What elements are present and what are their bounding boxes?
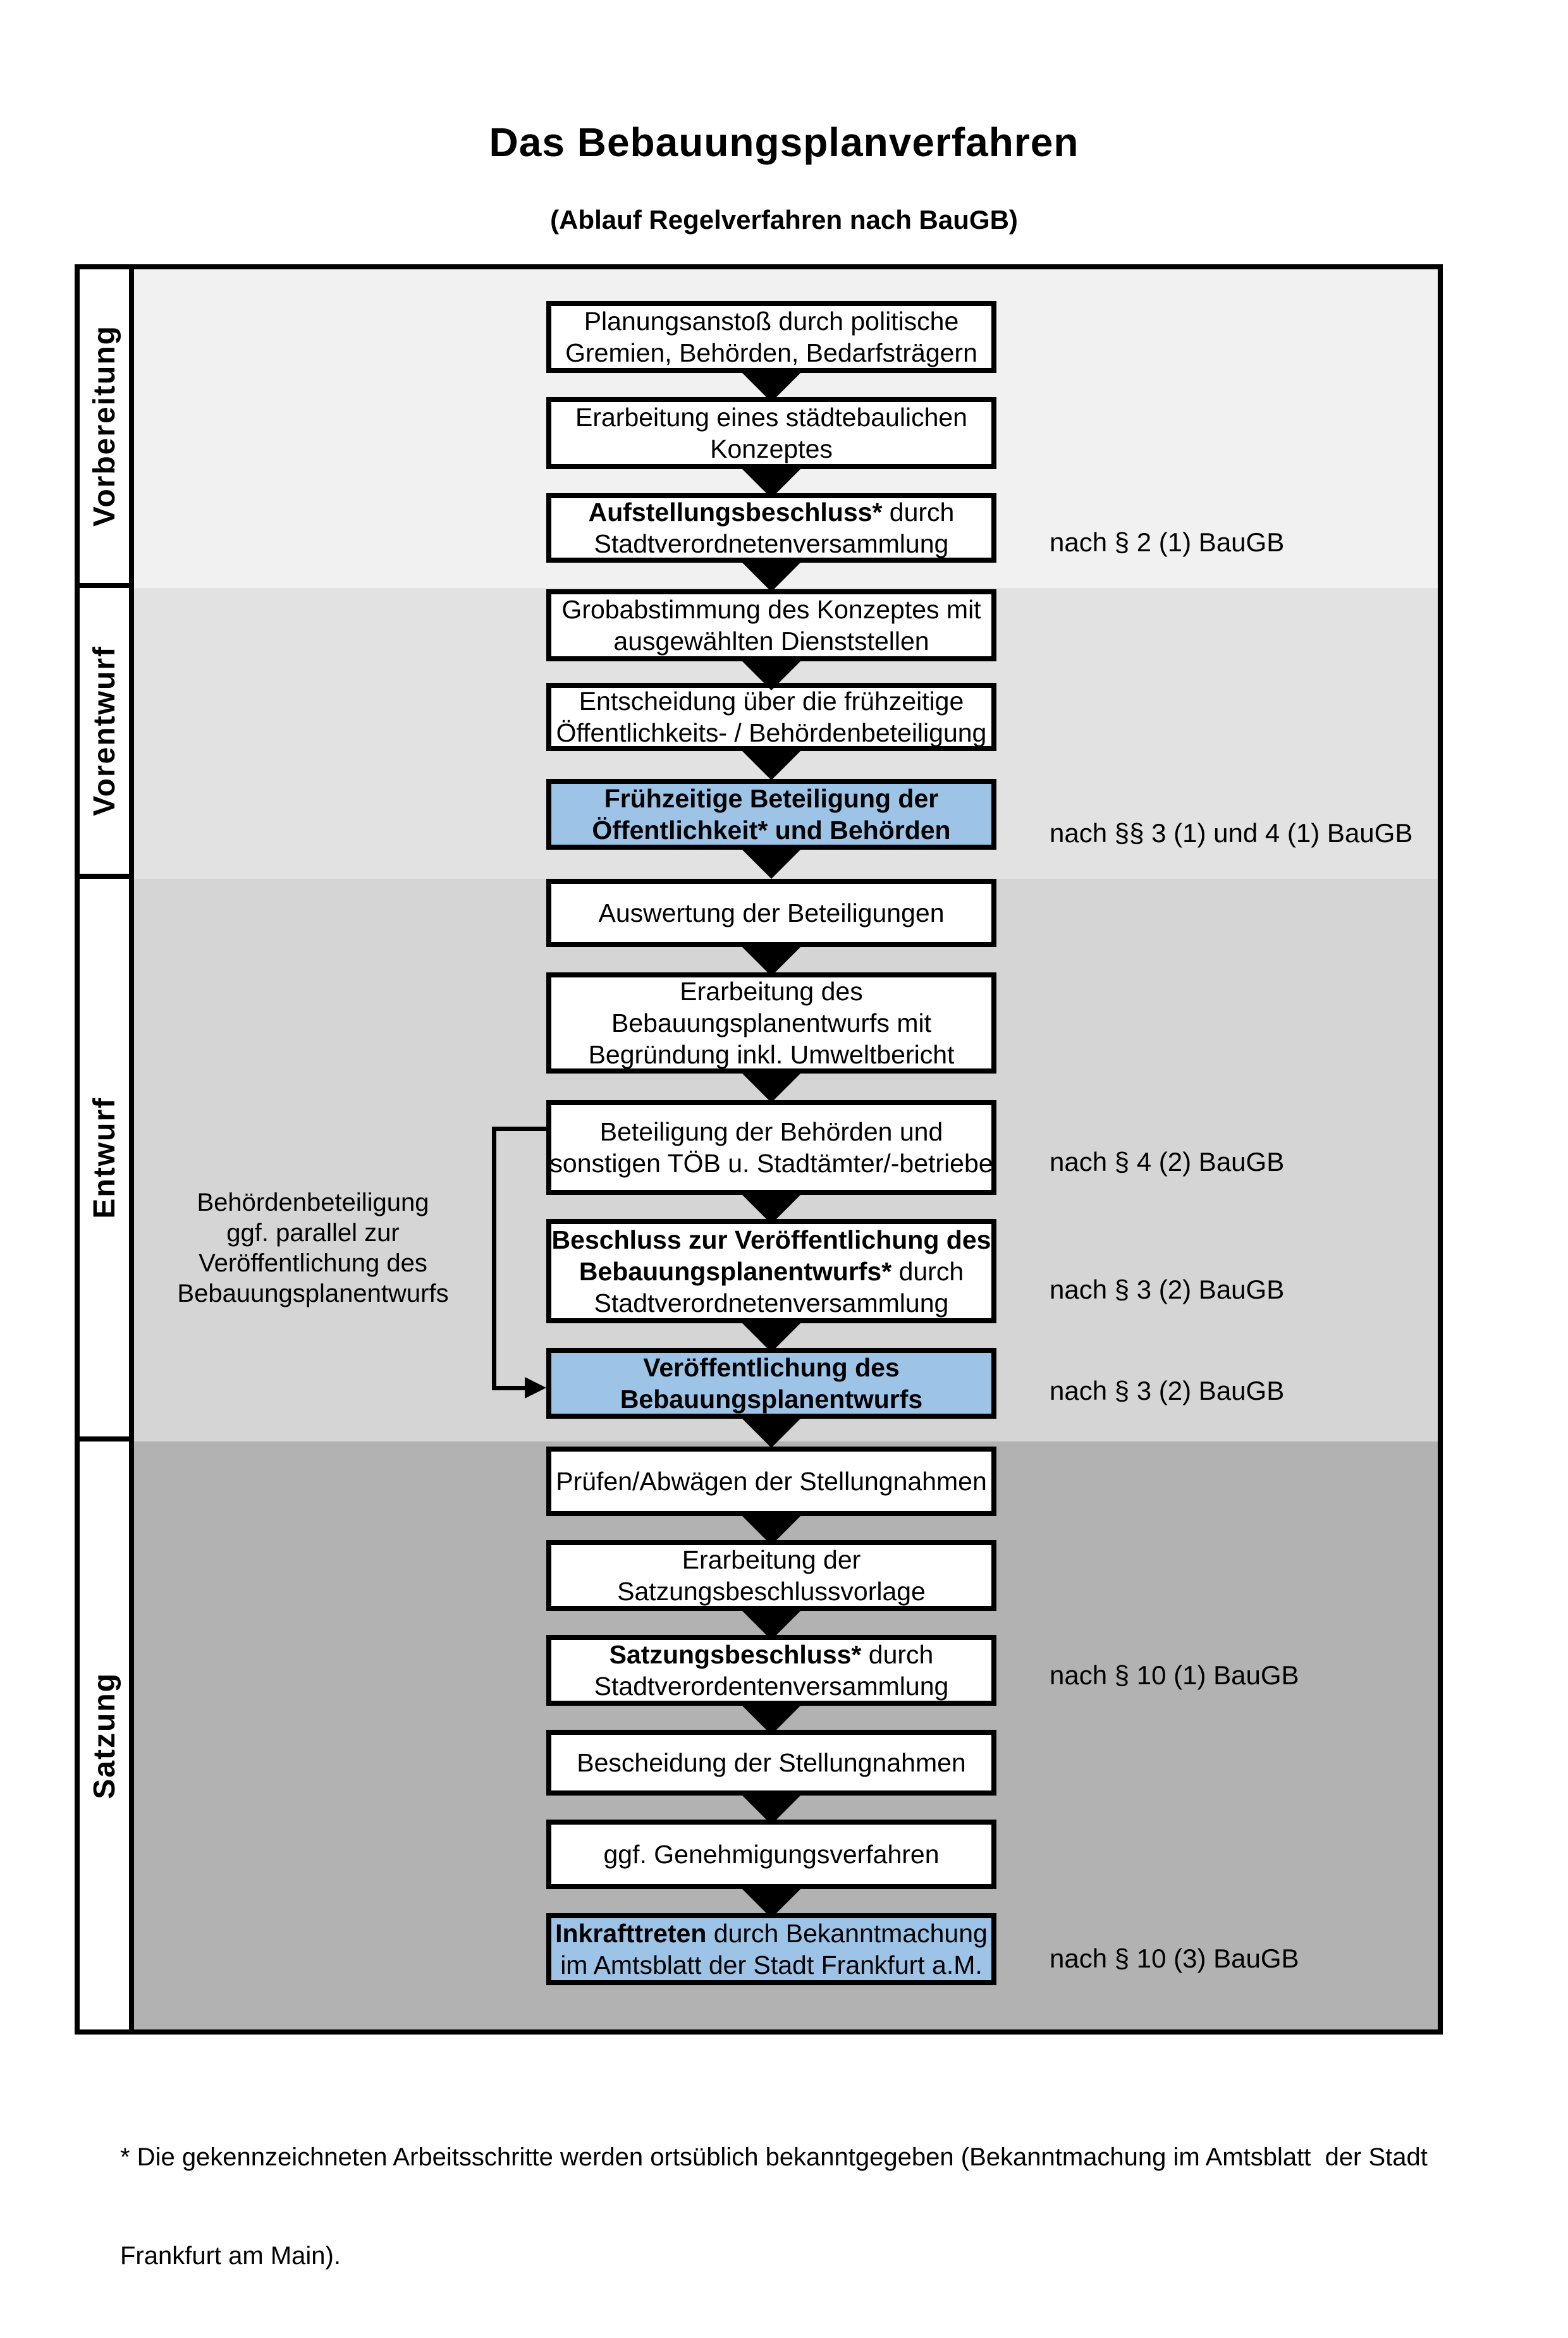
- side-note-line: ggf. parallel zur: [226, 1219, 400, 1247]
- process-box-line: Stadtverordnetenversammlung: [594, 1288, 949, 1318]
- process-box-planungsanstoss: [546, 301, 996, 373]
- process-box-line: Planungsanstoß durch politische: [584, 307, 959, 336]
- process-box-aufstellungsbeschluss: [546, 493, 996, 563]
- process-box-satzungsbeschluss: [546, 1635, 996, 1706]
- phase-label-satzung: [75, 1436, 134, 2035]
- process-box-line: Aufstellungsbeschluss* durch: [588, 498, 955, 527]
- law-reference: nach § 3 (2) BauGB: [1050, 1275, 1285, 1304]
- process-box-grobabstimmung: [546, 589, 996, 661]
- phase-label-vorentwurf: [75, 583, 134, 879]
- law-reference: nach § 2 (1) BauGB: [1050, 527, 1285, 557]
- flow-arrow-down-icon: [742, 1195, 800, 1224]
- flow-arrow-down-icon: [742, 1796, 800, 1825]
- phase-label-text: Satzung: [87, 1672, 121, 1799]
- page-subtitle: (Ablauf Regelverfahren nach BauGB): [550, 205, 1018, 235]
- process-box-line: Beschluss zur Veröffentlichung des: [551, 1225, 991, 1254]
- process-box-staedtebauliches-konzept: [546, 397, 996, 469]
- side-note-line: Behördenbeteiligung: [197, 1189, 429, 1216]
- process-box-line: Prüfen/Abwägen der Stellungnahmen: [556, 1467, 987, 1496]
- process-box-veroeffentlichung-entwurf: [546, 1348, 996, 1419]
- process-box-line: Satzungsbeschlussvorlage: [617, 1577, 926, 1606]
- law-reference: nach § 3 (2) BauGB: [1050, 1376, 1285, 1405]
- phase-label-vorbereitung: [75, 264, 134, 588]
- process-box-fruehzeitige-beteiligung: [546, 779, 996, 850]
- process-box-line: Erarbeitung der: [682, 1545, 861, 1574]
- process-box-line: Entscheidung über die frühzeitige: [579, 687, 964, 716]
- process-box-auswertung-beteiligungen: [546, 879, 996, 947]
- process-box-entscheidung-fruehzeitig: [546, 683, 996, 751]
- flow-arrow-down-icon: [742, 661, 800, 690]
- process-box-line: ggf. Genehmigungsverfahren: [603, 1840, 940, 1869]
- page-title: Das Bebauungsplanverfahren: [489, 119, 1079, 165]
- footnote-line: * Die gekennzeichneten Arbeitsschritte werden ortsüblich bekanntgegeben (Bekanntmachung im Amtsblatt der Stadt: [120, 2143, 1428, 2171]
- process-box-line: im Amtsblatt der Stadt Frankfurt a.M.: [560, 1950, 983, 1980]
- process-box-line: Bescheidung der Stellungnahmen: [577, 1748, 966, 1777]
- process-box-line: Erarbeitung eines städtebaulichen: [575, 403, 967, 432]
- law-reference: nach § 10 (1) BauGB: [1050, 1660, 1299, 1690]
- process-box-line: Öffentlichkeits- / Behördenbeteiligung: [556, 718, 987, 747]
- process-box-line: Öffentlichkeit* und Behörden: [592, 816, 951, 845]
- process-box-line: Inkrafttreten durch Bekanntmachung: [555, 1919, 988, 1948]
- flow-arrow-down-icon: [742, 1323, 800, 1352]
- process-box-beteiligung-behoerden: [546, 1100, 996, 1195]
- process-box-inkrafttreten: [546, 1913, 996, 1985]
- phase-label-text: Entwurf: [87, 1096, 121, 1219]
- connector-arrowhead-icon: [525, 1377, 546, 1399]
- process-box-line: Bebauungsplanentwurfs mit: [611, 1008, 931, 1037]
- side-note-line: Veröffentlichung des: [199, 1249, 427, 1277]
- footnote-line: Frankfurt am Main).: [120, 2242, 341, 2270]
- process-box-line: sonstigen TÖB u. Stadtämter/-betriebe: [549, 1149, 993, 1178]
- connector-horizontal-top: [492, 1127, 546, 1131]
- process-box-line: Gremien, Behörden, Bedarfsträgern: [565, 338, 977, 367]
- process-box-line: Stadtverordentenversammlung: [594, 1672, 949, 1701]
- flow-arrow-down-icon: [742, 1611, 800, 1640]
- flow-arrow-down-icon: [742, 1074, 800, 1103]
- law-reference: nach § 4 (2) BauGB: [1050, 1147, 1285, 1177]
- flow-arrow-down-icon: [742, 1516, 800, 1545]
- flow-arrow-down-icon: [742, 1706, 800, 1735]
- phase-label-entwurf: [75, 874, 134, 1441]
- process-box-line: Veröffentlichung des: [643, 1353, 900, 1382]
- phase-label-text: Vorbereitung: [87, 325, 121, 527]
- process-box-pruefen-abwaegen: [546, 1447, 996, 1516]
- law-reference: nach §§ 3 (1) und 4 (1) BauGB: [1050, 818, 1413, 848]
- flow-arrow-down-icon: [742, 850, 800, 879]
- flow-arrow-down-icon: [742, 751, 800, 780]
- flow-arrow-down-icon: [742, 1889, 800, 1918]
- side-note-line: Bebauungsplanentwurfs: [177, 1280, 449, 1307]
- process-box-line: Bebauungsplanentwurfs* durch: [579, 1256, 964, 1286]
- connector-vertical: [492, 1127, 496, 1390]
- flow-arrow-down-icon: [742, 947, 800, 976]
- process-box-satzungsbeschlussvorlage: [546, 1540, 996, 1611]
- process-box-line: ausgewählten Dienststellen: [613, 627, 929, 656]
- flow-arrow-down-icon: [742, 373, 800, 402]
- phase-label-text: Vorentwurf: [87, 646, 121, 816]
- process-box-bescheidung-stellungnahmen: [546, 1730, 996, 1796]
- process-box-genehmigungsverfahren: [546, 1820, 996, 1889]
- process-box-line: Grobabstimmung des Konzeptes mit: [561, 595, 981, 624]
- connector-horizontal-bottom: [492, 1386, 527, 1390]
- flow-arrow-down-icon: [742, 469, 800, 498]
- process-box-line: Satzungsbeschluss* durch: [609, 1640, 934, 1669]
- process-box-line: Stadtverordnetenversammlung: [594, 529, 949, 558]
- process-box-line: Begründung inkl. Umweltbericht: [588, 1040, 955, 1069]
- process-box-line: Erarbeitung des: [680, 977, 863, 1006]
- flow-arrow-down-icon: [742, 1419, 800, 1448]
- side-note-behoerdenbeteiligung: [134, 1187, 492, 1309]
- process-box-beschluss-veroeffentlichung: [546, 1219, 996, 1323]
- process-box-line: Bebauungsplanentwurfs: [620, 1385, 923, 1414]
- process-box-line: Frühzeitige Beteiligung der: [604, 784, 939, 813]
- footnote: [120, 2075, 1511, 2338]
- law-reference: nach § 10 (3) BauGB: [1050, 1943, 1299, 1973]
- process-box-line: Auswertung der Beteiligungen: [598, 898, 945, 927]
- flow-arrow-down-icon: [742, 563, 800, 592]
- process-box-erarbeitung-entwurf: [546, 972, 996, 1074]
- process-box-line: Beteiligung der Behörden und: [599, 1117, 943, 1146]
- process-box-line: Konzeptes: [710, 434, 833, 463]
